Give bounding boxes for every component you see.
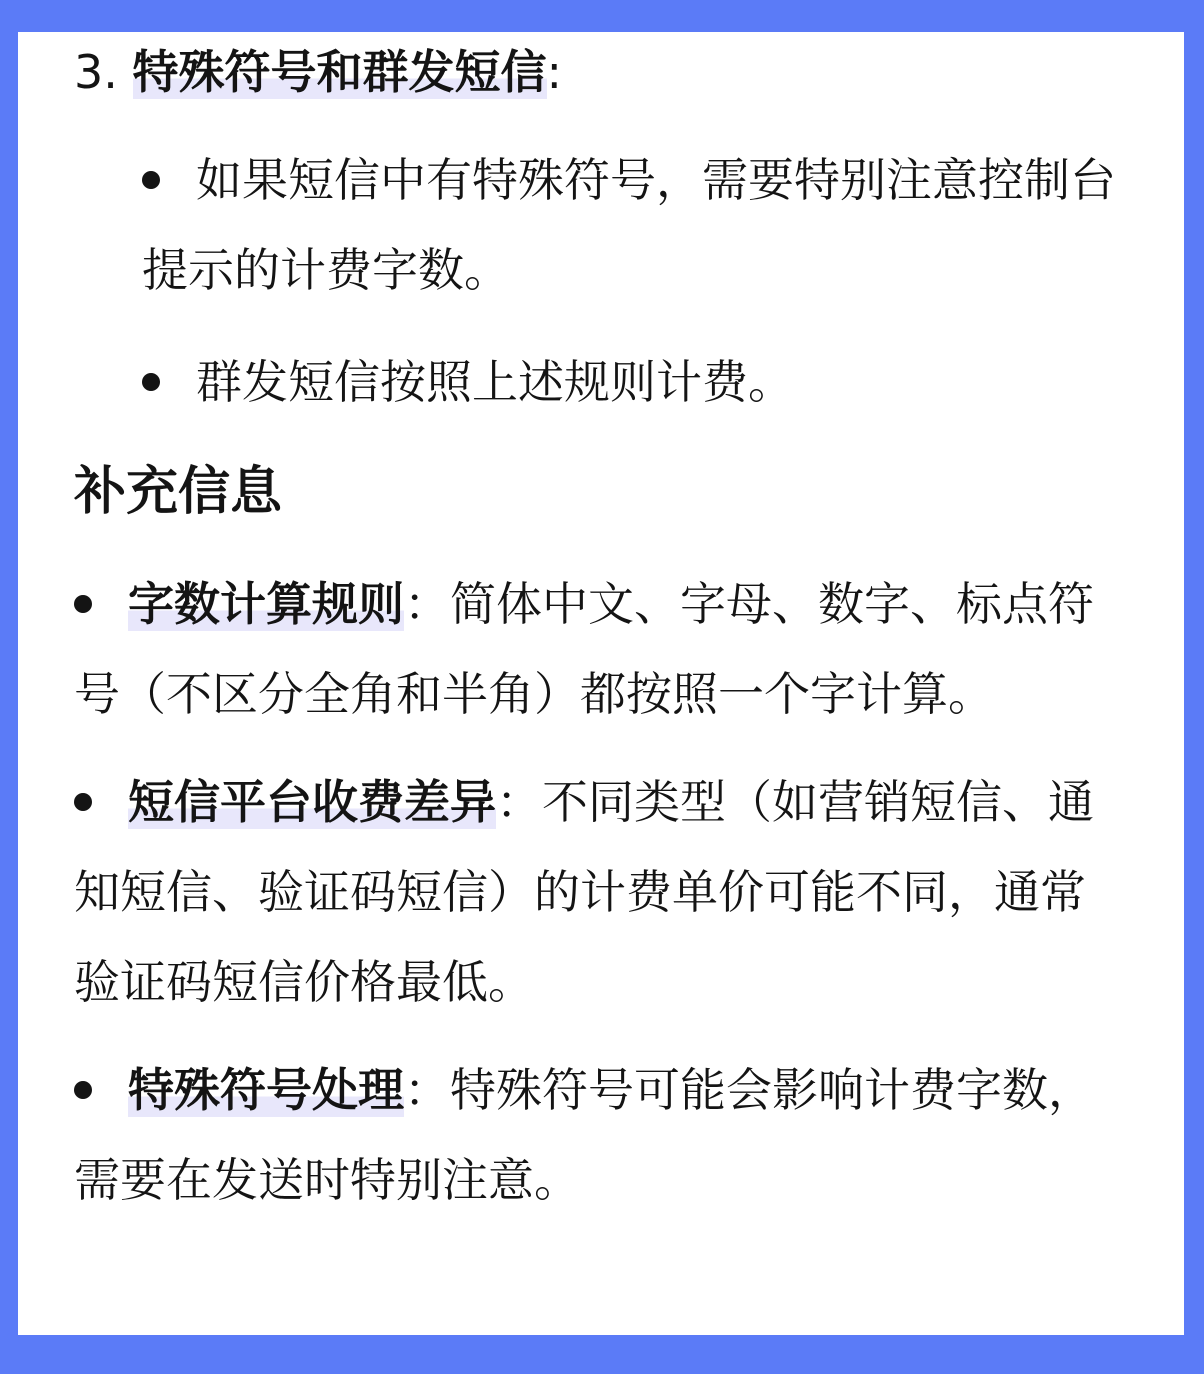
- section-title: 补充信息: [74, 462, 283, 522]
- list-item: [142, 135, 1132, 315]
- content-card: [18, 32, 1184, 1335]
- item-text: 特殊符号可能会影响计费字数，需要在发送时特别注意。: [74, 1063, 1094, 1207]
- numbered-heading: [74, 42, 562, 102]
- item-text: 简体中文、字母、数字、标点符号（不区分全角和半角）都按照一个字计算。: [74, 577, 1094, 721]
- heading-number: 3.: [74, 45, 118, 99]
- item-colon: ：: [404, 577, 450, 631]
- list-item-text: 群发短信按照上述规则计费。: [196, 355, 794, 409]
- item-term: 字数计算规则: [128, 577, 404, 631]
- list-item: [74, 757, 1124, 1027]
- item-colon: ：: [496, 775, 542, 829]
- bullet-icon: [142, 373, 160, 391]
- bullet-icon: [74, 1081, 92, 1099]
- item-term: 特殊符号处理: [128, 1063, 404, 1117]
- list-item-text: 如果短信中有特殊符号，需要特别注意控制台提示的计费字数。: [142, 153, 1116, 297]
- heading-title: 特殊符号和群发短信: [132, 45, 547, 99]
- item-text: 不同类型（如营销短信、通知短信、验证码短信）的计费单价可能不同，通常验证码短信价格最低。: [74, 775, 1094, 1009]
- list-item: [74, 1045, 1124, 1225]
- item-colon: ：: [404, 1063, 450, 1117]
- supplement-list: [74, 559, 1124, 1225]
- list-item: [142, 337, 1132, 427]
- list-item: [74, 559, 1124, 739]
- item-term: 短信平台收费差异: [128, 775, 496, 829]
- bullet-icon: [74, 595, 92, 613]
- bullet-icon: [74, 793, 92, 811]
- bullet-icon: [142, 171, 160, 189]
- heading-colon: :: [546, 45, 563, 99]
- sub-bullet-list: [142, 135, 1132, 427]
